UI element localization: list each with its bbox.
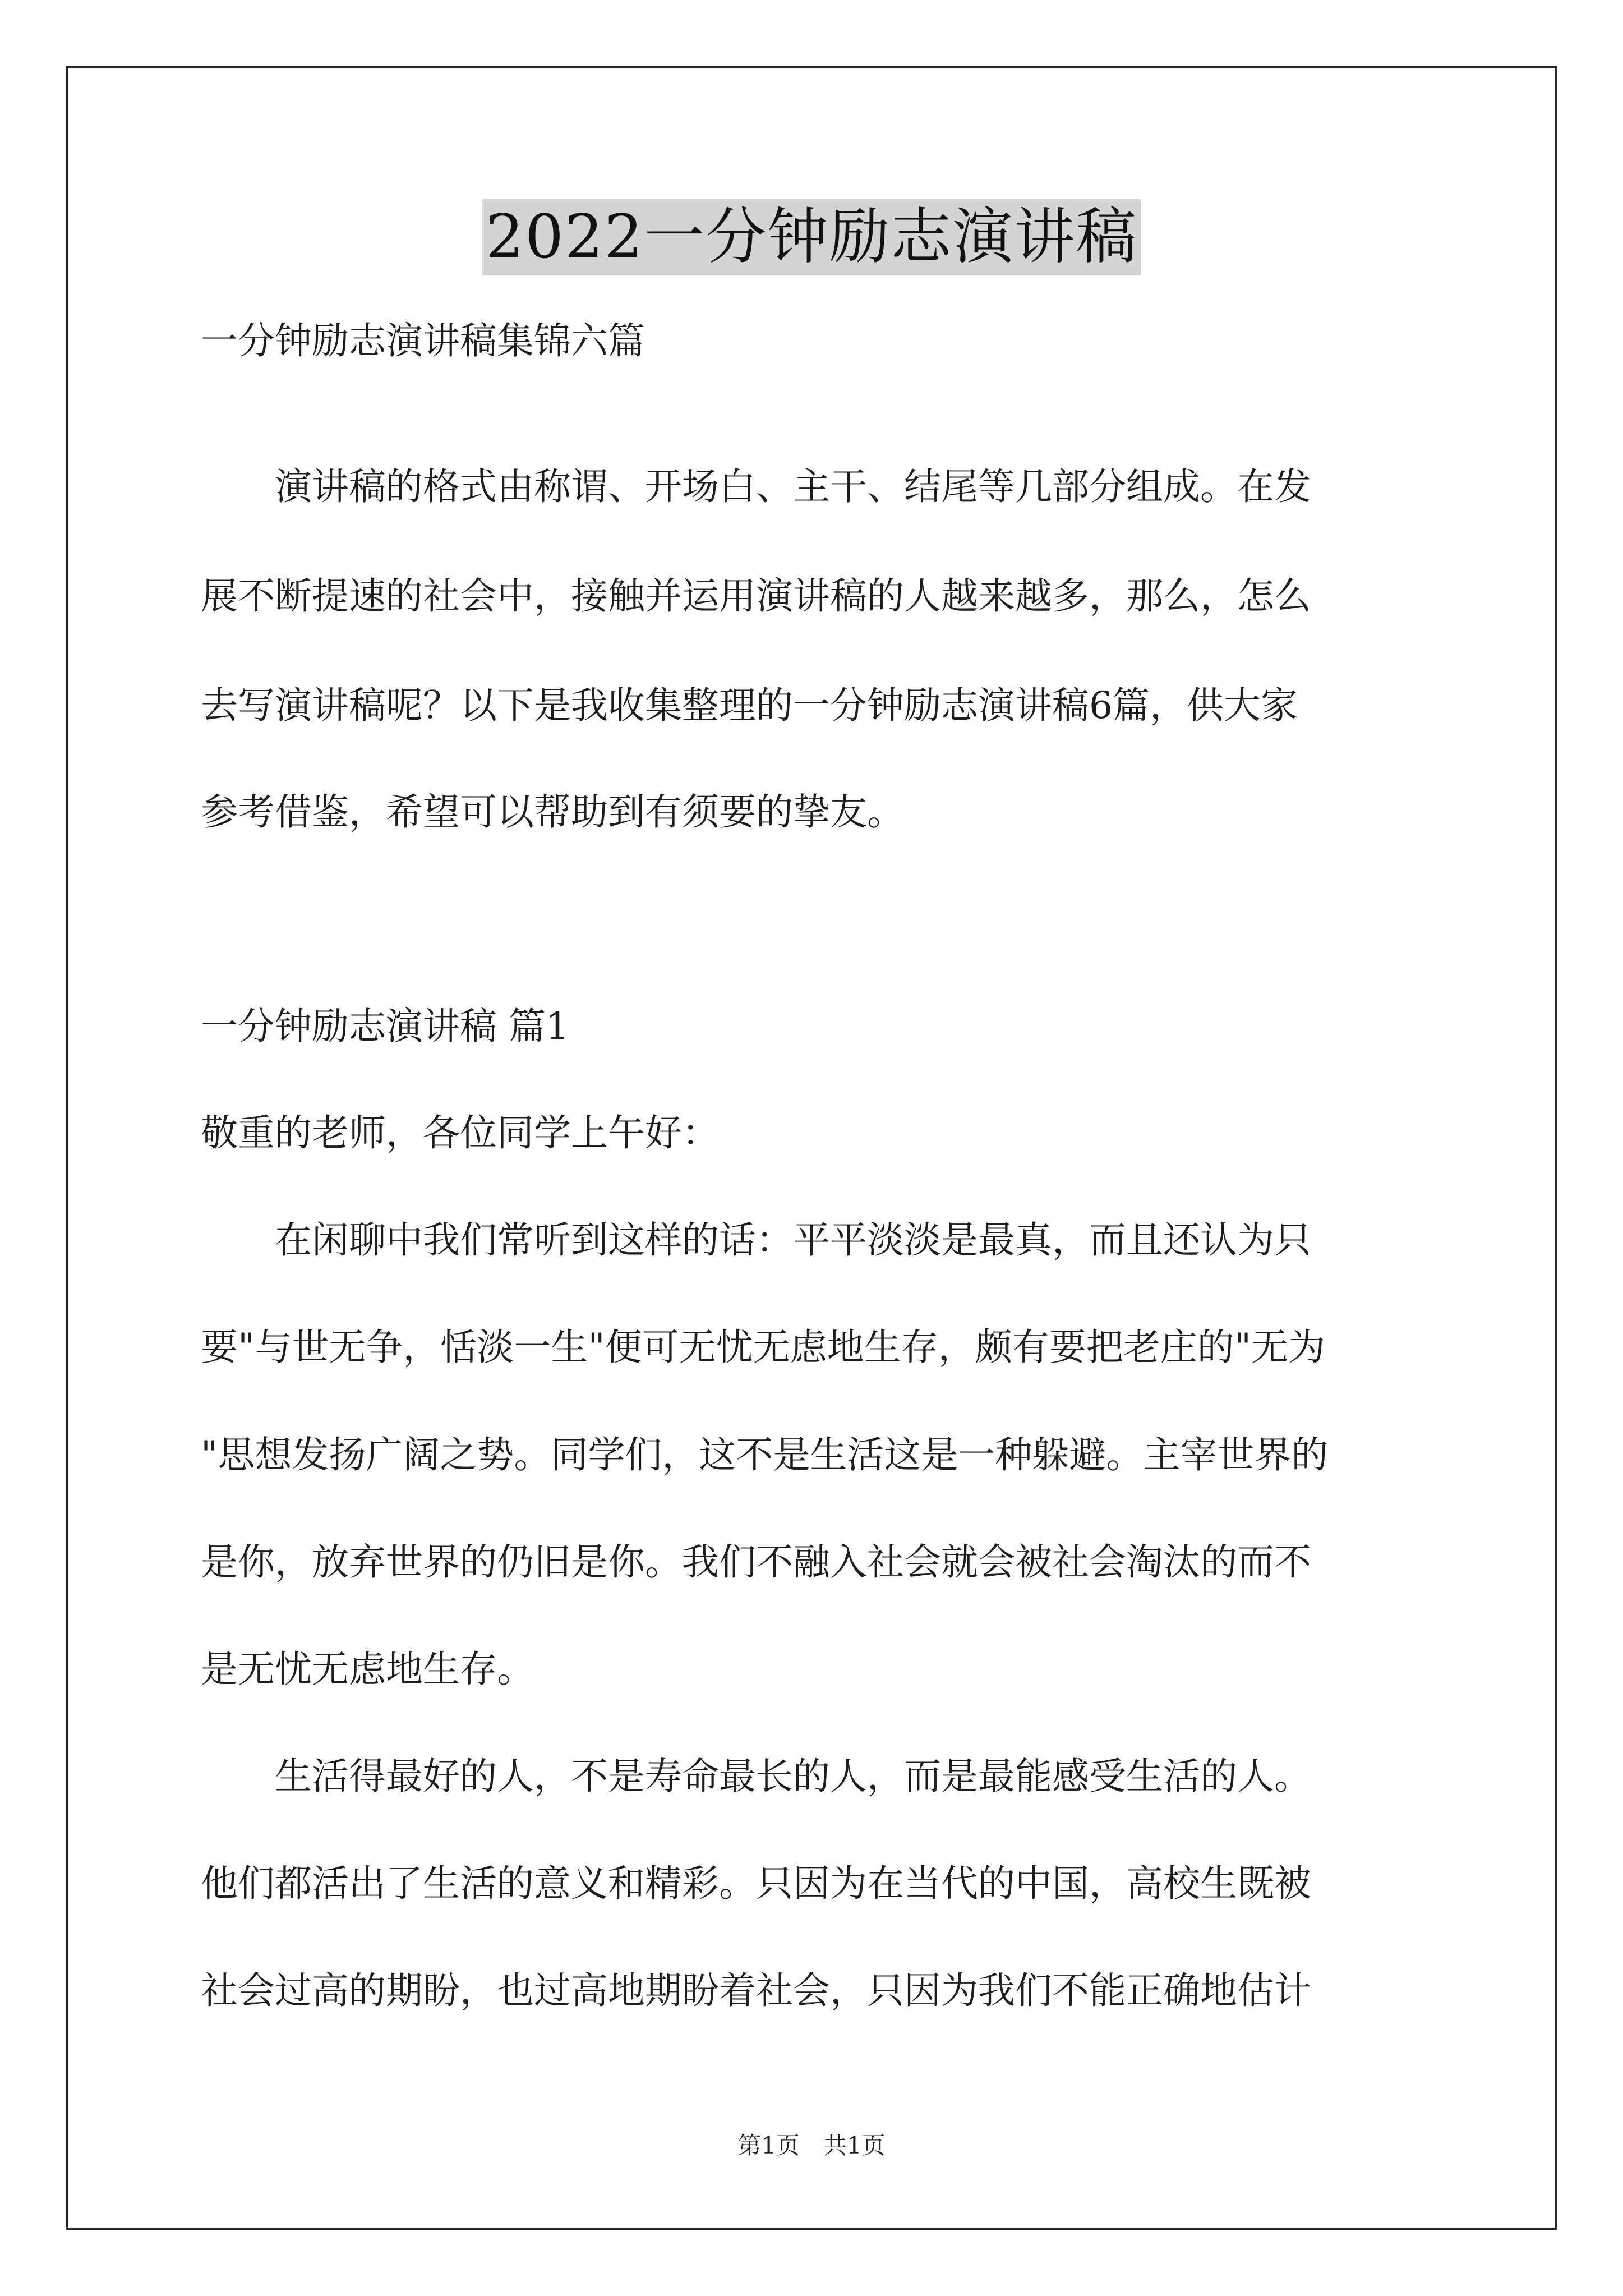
- paragraph-line: 展不断提速的社会中，接触并运用演讲稿的人越来越多，那么，怎么: [201, 574, 1311, 618]
- salutation-line: 敬重的老师，各位同学上午好：: [201, 1111, 719, 1154]
- document-subtitle: 一分钟励志演讲稿集锦六篇: [201, 319, 645, 362]
- paragraph-line: 生活得最好的人，不是寿命最长的人，而是最能感受生活的人。: [201, 1755, 1311, 1798]
- document-title: 2022一分钟励志演讲稿: [482, 199, 1141, 275]
- page-footer: 第1页 共1页: [737, 2132, 886, 2159]
- paragraph-line: 他们都活出了生活的意义和精彩。只因为在当代的中国，高校生既被: [201, 1862, 1311, 1905]
- paragraph-line: 要"与世无争，恬淡一生"便可无忧无虑地生存，颇有要把老庄的"无为: [201, 1326, 1326, 1369]
- paragraph-line: 是你，放弃世界的仍旧是你。我们不融入社会就会被社会淘汰的而不: [201, 1540, 1311, 1584]
- paragraph-line: 演讲稿的格式由称谓、开场白、主干、结尾等几部分组成。在发: [201, 465, 1311, 508]
- paragraph-line: 社会过高的期盼，也过高地期盼着社会，只因为我们不能正确地估计: [201, 1969, 1311, 2012]
- paragraph-line: 在闲聊中我们常听到这样的话：平平淡淡是最真，而且还认为只: [201, 1218, 1311, 1262]
- title-container: [0, 199, 1623, 275]
- paragraph-line: "思想发扬广阔之势。同学们，这不是生活这是一种躲避。主宰世界的: [201, 1433, 1329, 1476]
- paragraph-line: 是无忧无虑地生存。: [201, 1648, 534, 1691]
- paragraph-line: 去写演讲稿呢？以下是我收集整理的一分钟励志演讲稿6篇，供大家: [201, 684, 1298, 727]
- section-heading: 一分钟励志演讲稿 篇1: [201, 1005, 569, 1048]
- paragraph-line: 参考借鉴，希望可以帮助到有须要的挚友。: [201, 790, 904, 834]
